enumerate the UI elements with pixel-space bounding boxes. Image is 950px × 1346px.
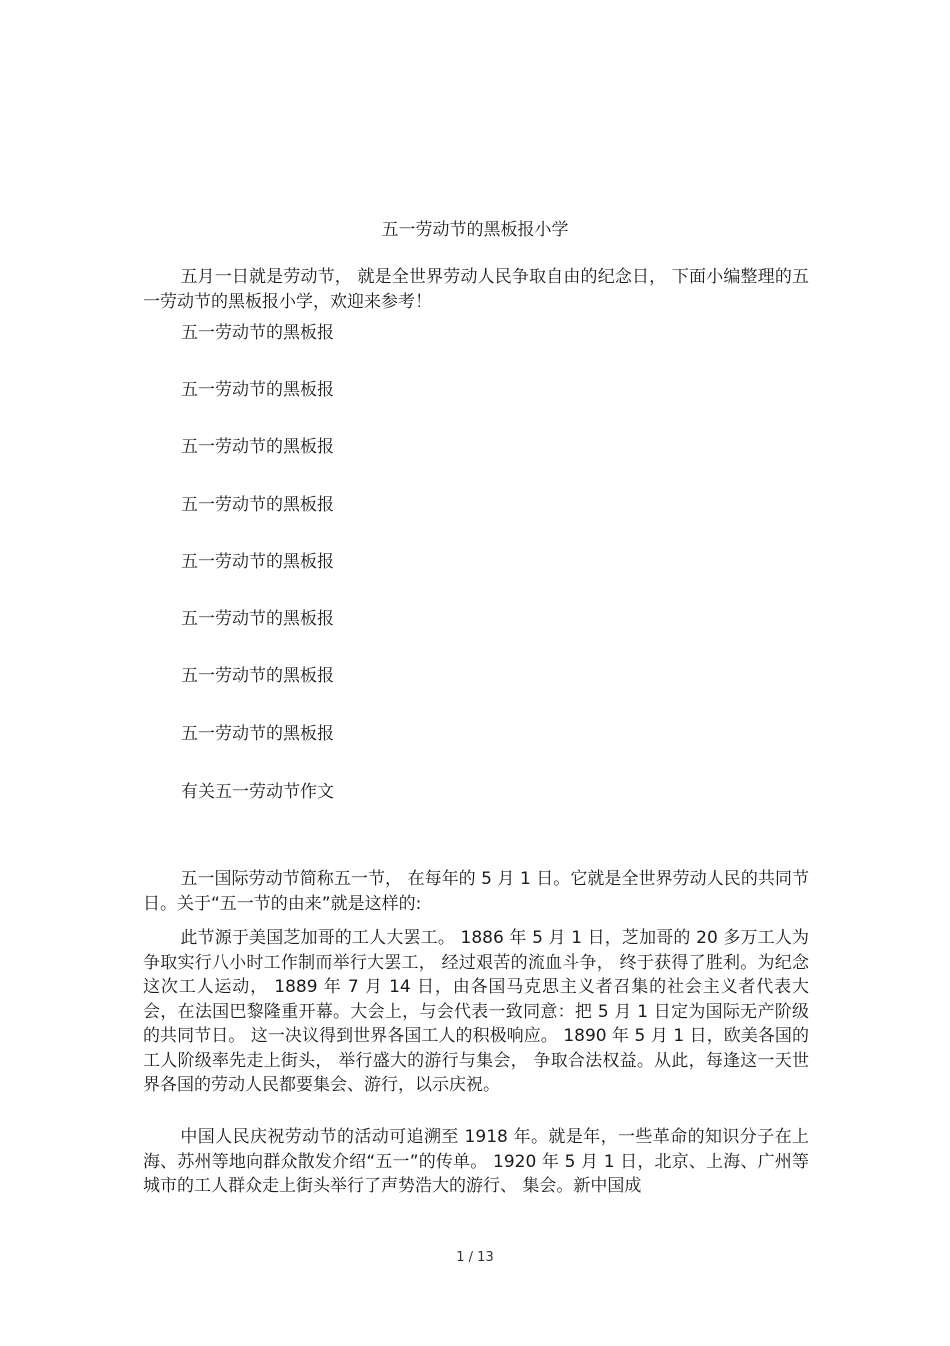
heading-line-8: 五一劳动节的黑板报 <box>181 724 334 744</box>
body-paragraph-3: 中国人民庆祝劳动节的活动可追溯至 1918 年。就是年，一些革命的知识分子在上海、苏州等地向群众散发介绍“五一”的传单。 1920 年 5 月 1 日，北京、上海、广州等城市的工人群众走上街头举行了声势浩大的游行、 集会。新中国成 <box>143 1127 809 1196</box>
heading-line-6: 五一劳动节的黑板报 <box>181 609 334 629</box>
body-paragraph-2: 此节源于美国芝加哥的工人大罢工。 1886 年 5 月 1 日，芝加哥的 20 多万工人为争取实行八小时工作制而举行大罢工， 经过艰苦的流血斗争， 终于获得了胜利。为纪念这次工人运动， 1889 年 7 月 14 日，由各国马克思主义者召集的社会主义者代表大会，在法国巴黎隆重开幕。大会上，与会代表一致同意：把 5 月 1 日定为国际无产阶级的共同节日。 这一决议得到世界各国工人的积极响应。 1890 年 5 月 1 日，欧美各国的工人阶级率先走上街头， 举行盛大的游行与集会， 争取合法权益。从此，每逢这一天世界各国的劳动人民都要集会、游行，以示庆祝。 <box>143 928 809 1095</box>
page-title: 五一劳动节的黑板报小学 <box>381 220 569 240</box>
heading-line-3: 五一劳动节的黑板报 <box>181 437 334 457</box>
heading-line-7: 五一劳动节的黑板报 <box>181 666 334 686</box>
page-number: 1 / 13 <box>456 1250 494 1265</box>
heading-line-4: 五一劳动节的黑板报 <box>181 495 334 515</box>
intro-paragraph: 五月一日就是劳动节， 就是全世界劳动人民争取自由的纪念日， 下面小编整理的五一劳动节的黑板报小学，欢迎来参考！ <box>143 267 809 312</box>
heading-line-1: 五一劳动节的黑板报 <box>181 323 334 343</box>
section-heading: 有关五一劳动节作文 <box>181 782 334 802</box>
heading-line-2: 五一劳动节的黑板报 <box>181 380 334 400</box>
body-paragraph-1: 五一国际劳动节简称五一节， 在每年的 5 月 1 日。它就是全世界劳动人民的共同节日。关于“五一节的由来”就是这样的: <box>143 869 809 914</box>
heading-line-5: 五一劳动节的黑板报 <box>181 552 334 572</box>
